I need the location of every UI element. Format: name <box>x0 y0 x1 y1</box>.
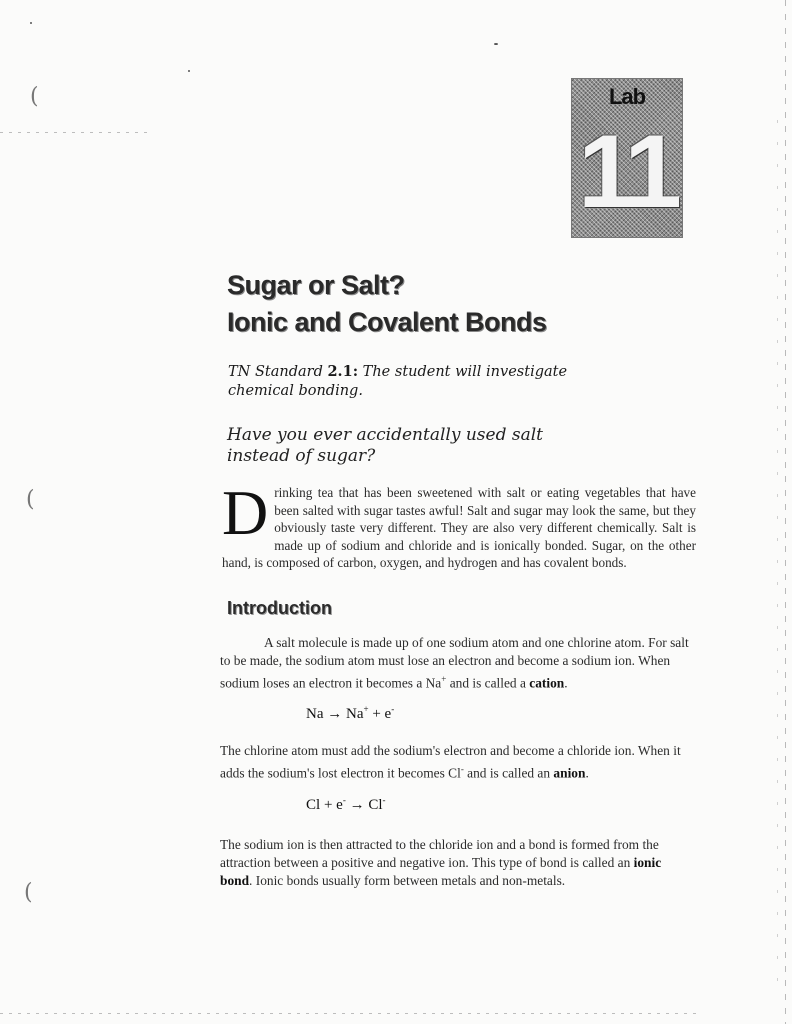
page-title: Sugar or Salt? <box>227 270 405 300</box>
p3-text-b: . Ionic bonds usually form between metals and non-metals. <box>249 873 566 888</box>
intro-text: rinking tea that has been sweetened with salt or eating vegetables that have been salted with sugar tastes awful! Salt and sugar may look the same, but they obviously taste very different. They are also very different chemically. Salt is made up of sodium and chloride and is ionically bonded. Sugar, on the other hand, is composed of carbon, oxygen, and hydrogen and has covalent bonds. <box>222 485 696 570</box>
scan-dash-bottom <box>0 1013 700 1014</box>
equation-chlorine <box>306 795 386 814</box>
focus-question: Have you ever accidentally used salt instead of sugar? <box>227 425 543 466</box>
arrow-icon: → <box>349 797 365 813</box>
section-heading-introduction: Introduction <box>227 598 332 618</box>
punch-hole-mark-bottom: ( <box>24 880 33 905</box>
lab-badge <box>571 78 683 238</box>
intro-paragraph <box>222 477 696 572</box>
p2-text-b: and is called an <box>463 765 554 781</box>
p2-superscript: - <box>460 764 464 774</box>
paragraph-ionic-bond <box>220 836 696 890</box>
scan-edge-inner <box>777 120 778 1000</box>
scan-speck <box>30 22 32 24</box>
standard-statement <box>228 362 588 401</box>
p1-text: A salt molecule is made up of one sodium atom and one chlorine atom. For salt to be made, the sodium atom must lose an electron and become a sodium ion. When sodium loses an electron it becomes a Na <box>220 635 689 691</box>
eq2-left: Cl <box>306 797 321 813</box>
equation-sodium <box>306 704 394 723</box>
eq1-left: Na <box>306 706 324 722</box>
scan-dash-left <box>0 132 150 133</box>
punch-hole-mark-middle: ( <box>26 487 35 512</box>
p1-end: . <box>564 675 568 691</box>
p1-superscript: + <box>441 674 447 684</box>
p3-text: The sodium ion is then attracted to the chloride ion and a bond is formed from the attraction between a positive and negative ion. This type of bond is called an <box>220 837 659 870</box>
scan-speck <box>494 43 498 45</box>
eq1-plus: + e <box>372 706 392 722</box>
eq2-sup2: - <box>382 795 386 805</box>
standard-text: The student will investigate chemical bonding. <box>228 364 568 399</box>
eq2-right: Cl <box>368 797 383 813</box>
eq1-sup1: + <box>363 704 369 714</box>
eq2-sup1: - <box>342 795 346 805</box>
eq2-electron: e <box>336 797 343 813</box>
lab-label: Lab <box>608 84 646 109</box>
eq1-sup2: - <box>391 704 395 714</box>
term-cation: cation <box>529 675 565 691</box>
p2-end: . <box>585 765 589 781</box>
term-anion: anion <box>553 765 586 781</box>
eq1-right: Na <box>346 706 364 722</box>
term-ionic-bond: ionic bond <box>220 855 662 888</box>
scan-edge <box>785 0 786 1024</box>
standard-number: 2.1: <box>327 363 359 380</box>
paragraph-cation <box>220 634 696 692</box>
p2-text: The chlorine atom must add the sodium's electron and become a chloride ion. When it adds the sodium's lost electron it becomes Cl <box>220 743 681 781</box>
lab-number: 11 <box>578 114 676 230</box>
drop-cap: D <box>222 477 269 548</box>
eq2-plus: + <box>323 797 333 813</box>
scan-speck <box>188 70 190 72</box>
page-subtitle: Ionic and Covalent Bonds <box>227 307 547 337</box>
paragraph-anion <box>220 742 696 782</box>
standard-label: TN Standard <box>228 364 328 380</box>
p1-text-b: and is called a <box>446 675 530 691</box>
punch-hole-mark-top: ( <box>30 84 39 109</box>
arrow-icon: → <box>327 706 343 722</box>
